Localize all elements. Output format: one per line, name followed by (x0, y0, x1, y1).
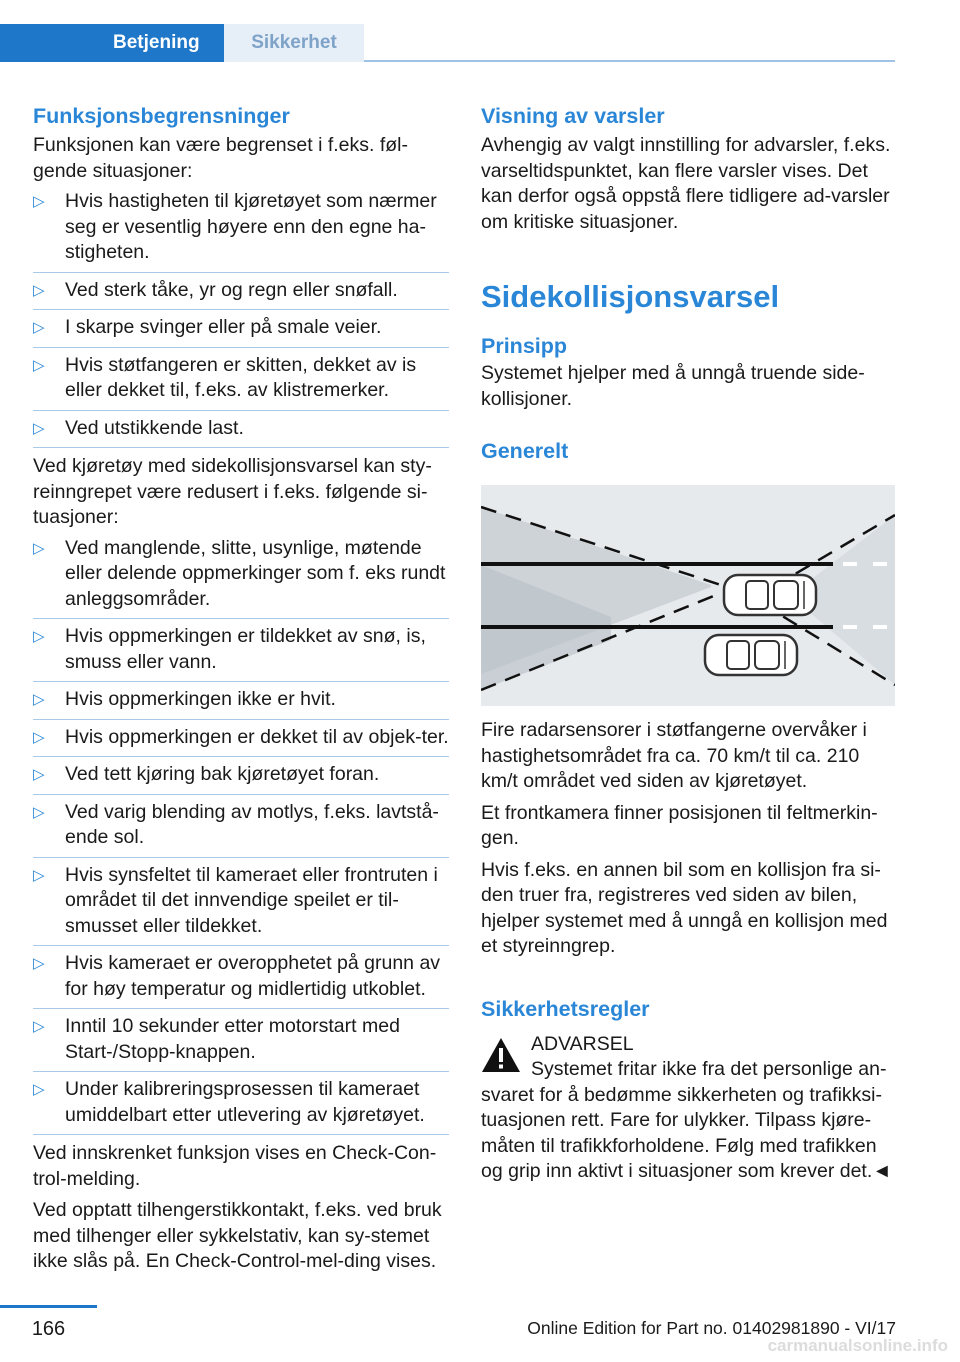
list-item-text: Inntil 10 sekunder etter motorstart med Start-/Stopp-knappen. (65, 1015, 400, 1063)
list-item-text: Hvis hastigheten til kjøretøyet som nærmer seg er vesentlig høyere enn den egne ha-stigheten. (65, 190, 437, 263)
list-item (33, 310, 449, 348)
generelt-text-2: Et frontkamera finner posisjonen til feltmerkin-gen. (481, 801, 878, 849)
triangle-bullet-icon: ▷ (33, 955, 45, 972)
list-item-text: Ved sterk tåke, yr og regn eller snøfall. (65, 278, 398, 301)
header-tabbar (0, 24, 895, 62)
list-item-text: Ved varig blending av motlys, f.eks. lavtstå-ende sol. (65, 800, 439, 848)
tab-betjening[interactable]: Betjening (0, 24, 224, 62)
lane-line-bottom (481, 625, 833, 629)
list-item-text: Hvis støtfangeren er skitten, dekket av is eller dekket til, f.eks. av klistremerker. (65, 353, 417, 401)
section-heading-generelt: Generelt (481, 439, 569, 463)
list-item-text: Hvis oppmerkingen er tildekket av snø, is, smuss eller vann. (65, 625, 426, 673)
triangle-bullet-icon: ▷ (33, 1081, 45, 1098)
intro-text: Funksjonen kan være begrenset i f.eks. føl-gende situasjoner: (33, 134, 409, 182)
check-control-text: Ved innskrenket funksjon vises en Check-Con-trol-melding. (33, 1142, 437, 1190)
warning-label: ADVARSEL (531, 1032, 634, 1055)
list-item (33, 348, 449, 411)
steering-intro-text: Ved kjøretøy med sidekollisjonsvarsel kan sty-reinngrepet være redusert i f.eks. følgende si-tuasjoner: (33, 455, 432, 528)
triangle-bullet-icon: ▷ (33, 803, 45, 821)
list-item (33, 531, 449, 620)
list-item (33, 1009, 449, 1072)
visning-text: Avhengig av valgt innstilling for advarsler, f.eks. varseltidspunktet, kan flere varsler vises. Det kan derfor også oppstå flere tidligere ad-varsler om kritiske situasjoner. (481, 134, 891, 233)
section-heading-sikkerhetsregler: Sikkerhetsregler (481, 996, 650, 1021)
list-item (33, 720, 449, 758)
steering-limitations-list (33, 531, 449, 1136)
warning-text (481, 1057, 897, 1185)
triangle-bullet-icon: ▷ (33, 319, 45, 336)
warning-text-content: Systemet fritar ikke fra det personlige an-svaret for å bedømme sikkerheten og trafikksi-tuasjonen rett. Fare for ulykker. Tilpass kjøre-måten til trafikkforholdene. Følg med trafikken og grip inn aktivt i situasjoner som krever det.◄ (481, 1058, 892, 1182)
list-item-text: I skarpe svinger eller på smale veier. (65, 316, 382, 338)
triangle-bullet-icon: ▷ (33, 691, 45, 708)
left-column (33, 103, 449, 1275)
radar-coverage-illustration (481, 485, 895, 706)
page-number-rule (0, 1305, 97, 1308)
car-icon-other (705, 635, 797, 675)
chapter-heading-sidekollisjonsvarsel: Sidekollisjonsvarsel (481, 279, 780, 314)
edition-note: Online Edition for Part no. 01402981890 - VI/17 (527, 1318, 896, 1338)
section-heading-funksjonsbegrensninger: Funksjonsbegrensninger (33, 104, 290, 128)
list-item (33, 757, 449, 795)
list-item (33, 795, 449, 858)
page-number: 166 (31, 1318, 66, 1340)
generelt-text-1: Fire radarsensorer i støtfangerne overvåker i hastighetsområdet fra ca. 70 km/t til ca. 210 km/t området ved siden av kjøretøyet. (481, 719, 867, 792)
triangle-bullet-icon: ▷ (33, 539, 45, 557)
list-item-text: Hvis oppmerkingen ikke er hvit. (65, 688, 336, 710)
list-item-text: Hvis kameraet er overopphetet på grunn av for høy temperatur og midlertidig utkoblet. (65, 952, 441, 1000)
list-item-text: Hvis oppmerkingen er dekket til av objek-ter. (65, 725, 449, 748)
warning-triangle-icon (481, 1037, 521, 1073)
list-item-text: Hvis synsfeltet til kameraet eller frontruten i området til det innvendige speilet er til-smusset eller tildekket. (65, 863, 438, 937)
road-diagram-svg (481, 485, 895, 706)
car-icon-ego (724, 575, 816, 615)
watermark-text: carmanualsonline.info (767, 1336, 948, 1355)
triangle-bullet-icon: ▷ (33, 356, 45, 374)
triangle-bullet-icon: ▷ (33, 419, 45, 437)
triangle-bullet-icon: ▷ (33, 281, 45, 299)
warning-block (481, 1032, 897, 1058)
tab-sikkerhet[interactable]: Sikkerhet (224, 24, 364, 62)
list-item-text: Ved utstikkende last. (65, 416, 244, 439)
list-item (33, 682, 449, 720)
list-item-text: Ved manglende, slitte, usynlige, møtende eller delende oppmerkinger som f. eks rundt anleggsområder. (65, 536, 446, 610)
limitations-list (33, 184, 449, 448)
section-heading-visning: Visning av varsler (481, 104, 665, 128)
list-item-text: Ved tett kjøring bak kjøretøyet foran. (65, 763, 380, 785)
list-item (33, 619, 449, 682)
prinsipp-text: Systemet hjelper med å unngå truende side-kollisjoner. (481, 362, 865, 410)
trailer-text: Ved opptatt tilhengerstikkontakt, f.eks. ved bruk med tilhenger eller sykkelstativ, kan sy-stemet ikke slås på. En Check-Control-mel-ding vises. (33, 1199, 442, 1272)
list-item (33, 858, 449, 947)
generelt-text-3: Hvis f.eks. en annen bil som en kollisjon fra si-den truer fra, registreres ved siden av bilen, hjelper systemet med å unngå en kollisjon med et styreinngrep. (481, 858, 888, 957)
list-item (33, 946, 449, 1009)
list-item (33, 184, 449, 273)
triangle-bullet-icon: ▷ (33, 628, 45, 645)
list-item (33, 411, 449, 449)
triangle-bullet-icon: ▷ (33, 766, 45, 783)
list-item (33, 1072, 449, 1135)
triangle-bullet-icon: ▷ (33, 193, 45, 210)
section-heading-prinsipp: Prinsipp (481, 334, 568, 358)
triangle-bullet-icon: ▷ (33, 728, 45, 746)
triangle-bullet-icon: ▷ (33, 1018, 45, 1035)
triangle-bullet-icon: ▷ (33, 866, 45, 884)
list-item-text: Under kalibreringsprosessen til kameraet umiddelbart etter utlevering av kjøretøyet. (65, 1078, 425, 1126)
list-item (33, 273, 449, 311)
right-column (481, 103, 897, 1185)
